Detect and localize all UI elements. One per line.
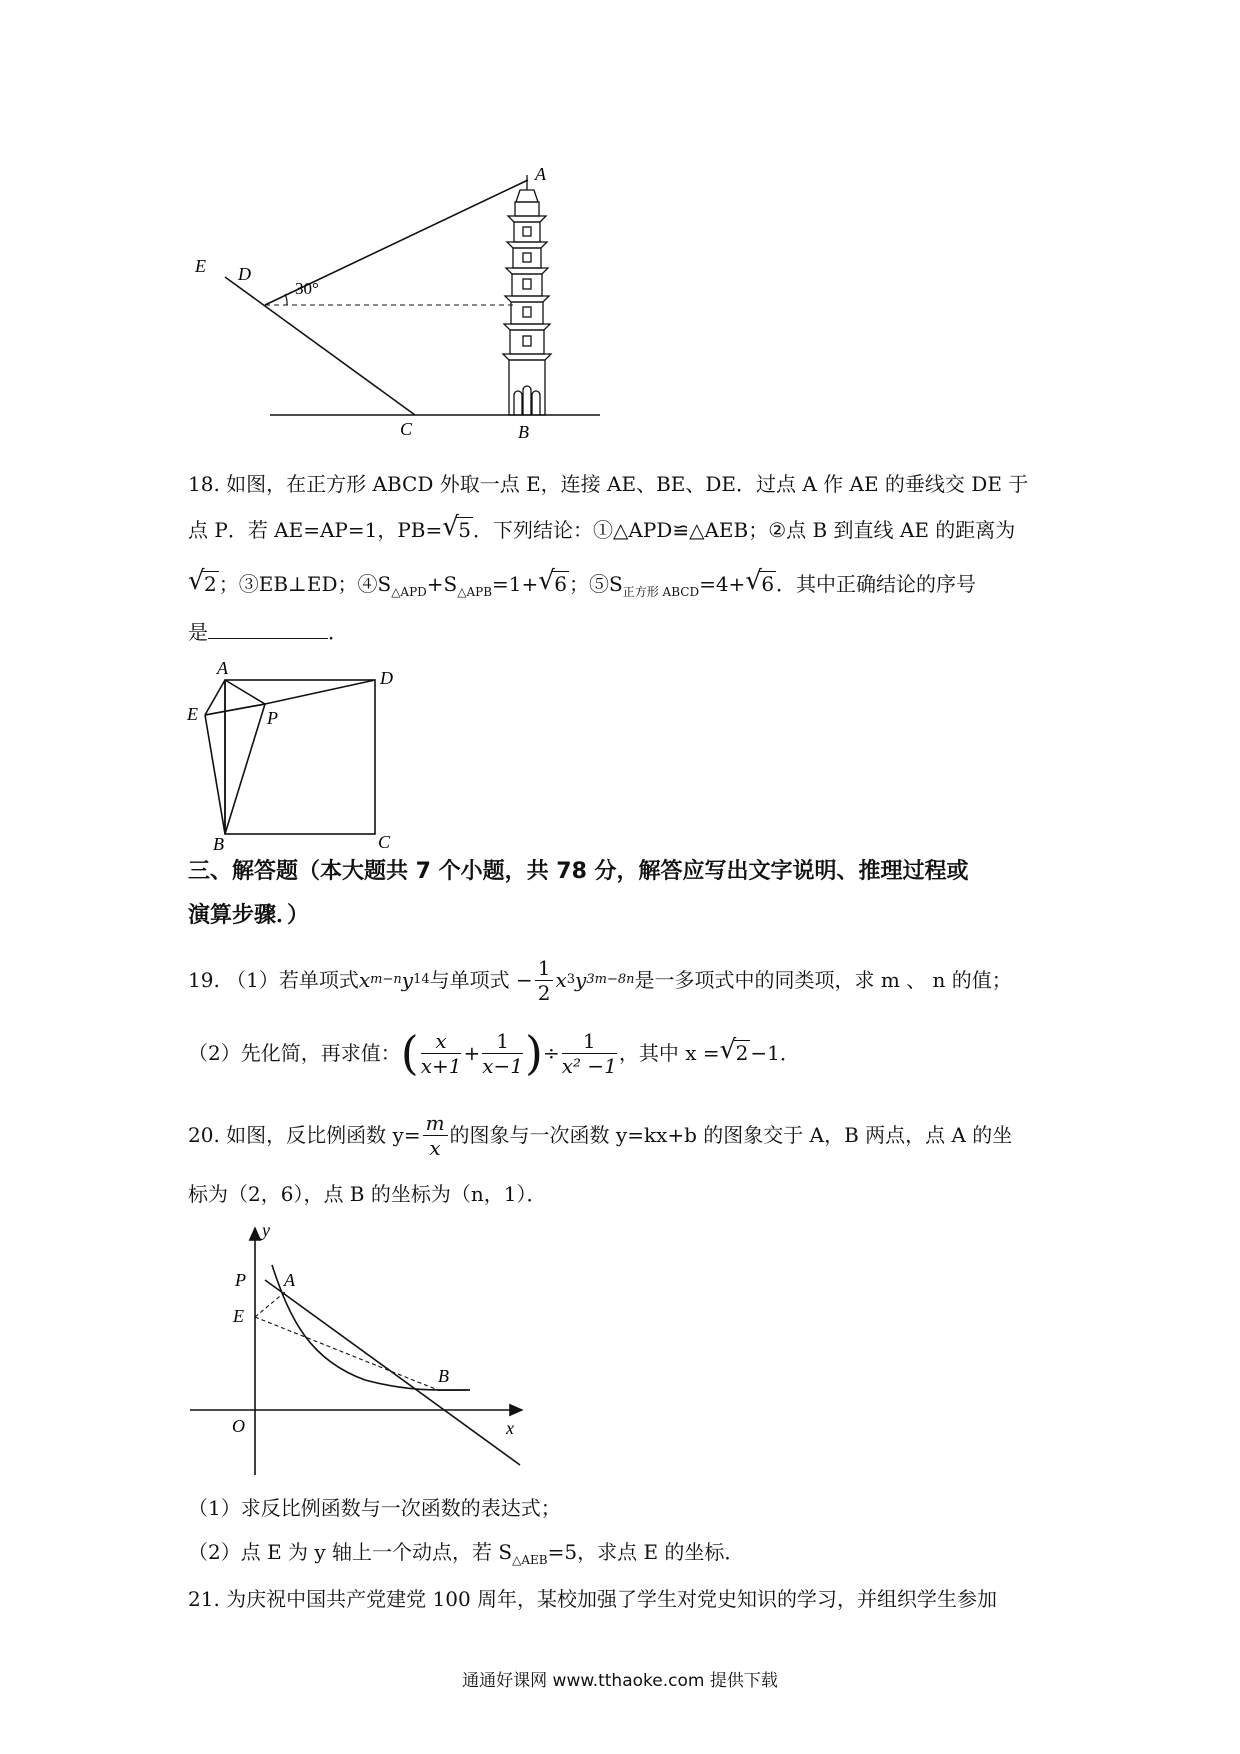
figure-q20 [190,1220,530,1480]
section-heading: 三、解答题（本大题共 7 个小题，共 78 分，解答应写出文字说明、推理过程或 [188,859,969,884]
fig20-E: E [233,1306,244,1326]
fig20-y: y [262,1220,270,1240]
fig20-x: x [506,1418,514,1438]
label-angle: 30° [295,279,319,298]
q19-part1: 19. （1）若单项式 x m−n y 14 与单项式 − $\frac{1}{2}$ x 3 y 3m−8n 是一多项式中的同类项，求 m 、 n 的值； [188,955,1012,1005]
fig18-A: A [217,660,228,678]
fig18-B: B [213,834,224,850]
label-D: D [238,264,251,284]
q20-line1: 20. 如图，反比例函数 y= $\frac{m}{x}$ 的图象与一次函数 y=kx+b 的图象交于 A，B 两点，点 A 的坐 [188,1110,1013,1160]
label-A: A [535,164,546,184]
q20-line2: 标为（2，6），点 B 的坐标为（n，1）． [188,1182,547,1206]
fig20-O: O [232,1416,245,1436]
figure-q18 [185,660,425,850]
pagoda-icon [503,175,551,415]
section-heading-2: 演算步骤．） [188,903,310,928]
fig18-P: P [267,708,278,728]
sqrt-5: √ 5 [442,516,473,544]
q20-sub2: （2）点 E 为 y 轴上一个动点，若 $S_{\triangle AEB}=5$，求点 E 的坐标． [188,1540,745,1567]
fig20-A: A [284,1270,295,1290]
fraction-half: $\frac{1}{2}$ [535,956,554,1005]
q21-line1: 21. 为庆祝中国共产党建党 100 周年，某校加强了学生对党史知识的学习，并组织学生参加 [188,1587,998,1611]
q18-line2: 点 P．若 AE=AP=1，PB=√ 5 ．下列结论：①△APD≌△AEB；②点 B 到直线 AE 的距离为 [188,516,1015,544]
q19-part2: （2）先化简，再求值： ( $\frac{x}{x+1}$ + $\frac{1}{x-1}$ ) ÷ $\frac{1}{\text{x² −1}}$ ，其中 x = √ 2 −1． [188,1018,800,1088]
figure-q17 [190,160,610,450]
q18-line4: 是 ． [188,620,348,644]
answer-blank[interactable] [208,620,328,639]
label-C: C [400,419,413,439]
fig20-B: B [438,1366,449,1386]
q18-line1: 18. 如图，在正方形 ABCD 外取一点 E，连接 AE、BE、DE．过点 A 作 AE 的垂线交 DE 于 [188,472,1029,496]
label-E: E [195,256,206,276]
fig18-E: E [187,704,198,724]
fig20-P: P [235,1270,246,1290]
q20-sub1: （1）求反比例函数与一次函数的表达式； [188,1496,561,1520]
footer: 通通好课网 www.tthaoke.com 提供下载 [462,1671,778,1691]
fig18-D: D [380,668,393,688]
q18-line3: √ 2 ；③EB⊥ED；$④S_{\triangle APD}+S_{\triangle APB}=1+√$ 6 ；$⑤S_{正方形 ABCD}=4+√$ 6 ．其中正确结论的序号 [188,570,976,606]
sqrt-2: √ 2 [188,570,219,598]
fig18-C: C [378,832,391,850]
label-B: B [518,422,529,442]
